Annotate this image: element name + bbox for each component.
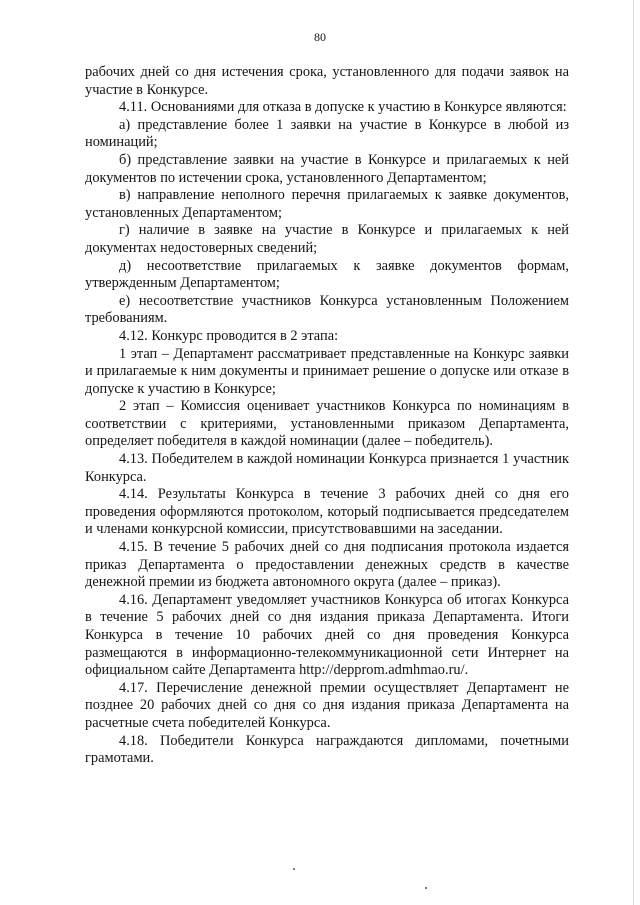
paragraph-4-14: 4.14. Результаты Конкурса в течение 3 рабочих дней со дня его проведения оформляются протоколом, который подписывается председателем и членами конкурсной комиссии, присутствовавшими на заседании.	[85, 486, 569, 538]
paragraph-continuation: рабочих дней со дня истечения срока, установленного для подачи заявок на участие в Конкурсе.	[85, 64, 569, 98]
paragraph-4-11: 4.11. Основаниями для отказа в допуске к участию в Конкурсе являются:	[119, 99, 567, 116]
paragraph-4-13: 4.13. Победителем в каждой номинации Конкурса признается 1 участник Конкурса.	[85, 451, 569, 485]
paragraph-4-18: 4.18. Победители Конкурса награждаются дипломами, почетными грамотами.	[85, 732, 569, 767]
paragraph-4-12: 4.12. Конкурс проводится в 2 этапа:	[119, 327, 339, 344]
page-edge-line	[633, 0, 634, 905]
list-item-g: г) наличие в заявке на участие в Конкурсе и прилагаемых к ней документах недостоверных сведений;	[85, 222, 569, 256]
document-body	[85, 64, 569, 768]
page-number: 80	[314, 30, 326, 44]
stage-1: 1 этап – Департамент рассматривает представленные на Конкурс заявки и прилагаемые к ним документы и принимает решение о допуске или отказе в допуске к участию в Конкурсе;	[85, 345, 569, 397]
paragraph-4-17: 4.17. Перечисление денежной премии осуществляет Департамент не позднее 20 рабочих дней со дня со дня издания приказа Департамента на расчетные счета победителей Конкурса.	[85, 679, 569, 731]
list-item-d: д) несоответствие прилагаемых к заявке документов формам, утвержденным Департаментом;	[85, 257, 569, 292]
scan-speck	[293, 868, 295, 870]
stage-2: 2 этап – Комиссия оценивает участников Конкурса по номинациям в соответствии с критериями, установленными приказом Департамента, определяет победителя в каждой номинации (далее – победитель).	[85, 398, 569, 450]
paragraph-4-15: 4.15. В течение 5 рабочих дней со дня подписания протокола издается приказ Департамента о предоставлении денежных средств в качестве денежной премии из бюджета автономного округа (далее – приказ).	[85, 539, 569, 591]
paragraph-4-16: 4.16. Департамент уведомляет участников Конкурса об итогах Конкурса в течение 5 рабочих дней со дня издания приказа Департамента. Итоги Конкурса в течение 10 рабочих дней со дня проведения Конкурса размещаются в информационно-телекоммуникационной сети Интернет на официальном сайте Департамента http://depprom.admhmao.ru/.	[85, 591, 569, 679]
list-item-a: а) представление более 1 заявки на участие в Конкурсе в любой из номинаций;	[85, 116, 569, 151]
list-item-e: е) несоответствие участников Конкурса установленным Положением требованиям.	[85, 292, 569, 327]
list-item-b: б) представление заявки на участие в Конкурсе и прилагаемых к ней документов по истечении срока, установленного Департаментом;	[85, 151, 569, 186]
scan-speck	[425, 887, 427, 889]
list-item-v: в) направление неполного перечня прилагаемых к заявке документов, установленных Департаментом;	[85, 187, 569, 221]
